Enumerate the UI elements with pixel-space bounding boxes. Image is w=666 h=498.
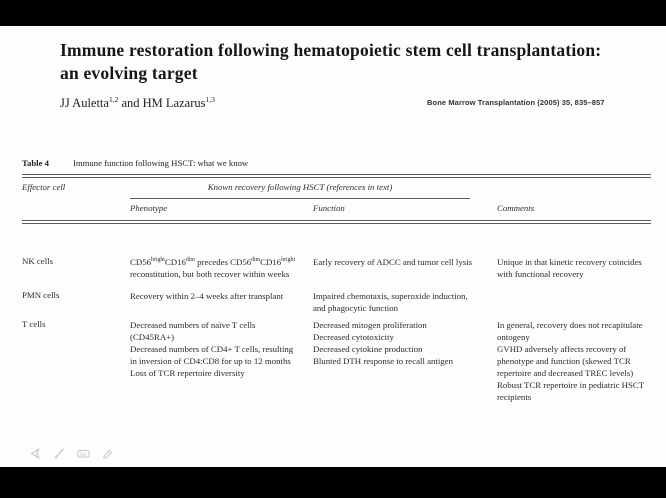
spanner-rule: [130, 198, 470, 199]
cell-text: Decreased mitogen proliferation: [313, 320, 427, 330]
cell-phenotype: [130, 290, 313, 314]
table-row-pmn-cells: [22, 290, 651, 314]
cell-phenotype: [130, 256, 313, 280]
table-caption-row: [22, 158, 651, 172]
title-line-1: Immune restoration following hematopoietic stem cell transplantation:: [60, 40, 602, 60]
highlighter-icon[interactable]: [100, 446, 115, 461]
table-row-t-cells: [22, 319, 651, 403]
table-body: [22, 256, 651, 403]
cell-text: In general, recovery does not recapitulate ontogeny: [497, 320, 643, 342]
annotation-toolbar: [28, 446, 115, 461]
cell-comments: [497, 256, 651, 280]
pointer-arrow-icon[interactable]: [28, 446, 43, 461]
cell-text: Unique in that kinetic recovery coincides with functional recovery: [497, 257, 642, 279]
cell-effector: PMN cells: [22, 290, 60, 300]
cell-text: Decreased numbers of CD4+ T cells, resulting in inversion of CD4:CD8 for up to 12 months: [130, 344, 294, 366]
cell-text: Early recovery of ADCC and tumor cell lysis: [313, 257, 473, 267]
cell-function: [313, 256, 497, 280]
table-header-row-1: [22, 182, 651, 196]
cell-text: GVHD adversely affects recovery of phenotype and function (skewed TCR repertoire and decreased TREC levels): [497, 344, 634, 378]
document-page: [0, 26, 666, 467]
table-caption: Immune function following HSCT: what we know: [72, 158, 249, 168]
page-title: [60, 39, 630, 84]
cell-text: Loss of TCR repertoire diversity: [130, 368, 245, 378]
header-effector-cell: Effector cell: [22, 182, 66, 192]
authors-line: JJ Auletta$^{1,2}$ and HM Lazarus$^{1,3}$: [60, 94, 215, 110]
cell-function: [313, 319, 497, 403]
table-top-rule: [22, 174, 651, 178]
cell-effector: NK cells: [22, 256, 54, 266]
cell-text: Impaired chemotaxis, superoxide induction, and phagocytic function: [313, 291, 468, 313]
header-recovery-span: Known recovery following HSCT (references in text): [207, 182, 393, 192]
cell-text: Decreased cytokine production: [313, 344, 423, 354]
cell-text: Blunted DTH response to recall antigen: [313, 356, 453, 366]
cell-comments: [497, 290, 651, 314]
table-header-row-2: [22, 203, 651, 215]
cell-text: Robust TCR repertoire in pediatric HSCT recipients: [497, 380, 645, 402]
table-label: Table 4: [22, 158, 49, 168]
cell-text: $CD56^{bright}CD16^{dim}$ precedes $CD56^{dim}CD16^{bright}$ reconstitution, but both recover within weeks: [130, 257, 296, 279]
header-function: Function: [313, 203, 345, 213]
table-4: [22, 158, 651, 403]
keyboard-icon[interactable]: [76, 446, 91, 461]
cell-comments: [497, 319, 651, 403]
header-phenotype: Phenotype: [130, 203, 168, 213]
cell-effector: T cells: [22, 319, 46, 329]
journal-citation: Bone Marrow Transplantation (2005) 35, 835–857: [427, 98, 605, 107]
table-row-nk-cells: [22, 256, 651, 280]
cell-function: [313, 290, 497, 314]
cell-text: Decreased numbers of naïve T cells (CD45RA+): [130, 320, 256, 342]
pen-icon[interactable]: [52, 446, 67, 461]
title-line-2: an evolving target: [60, 62, 198, 83]
table-header-bottom-rule: [22, 220, 651, 224]
header-comments: Comments: [497, 203, 535, 213]
cell-text: Decreased cytotoxicity: [313, 332, 394, 342]
cell-text: Recovery within 2–4 weeks after transplant: [130, 291, 284, 301]
cell-phenotype: [130, 319, 313, 403]
